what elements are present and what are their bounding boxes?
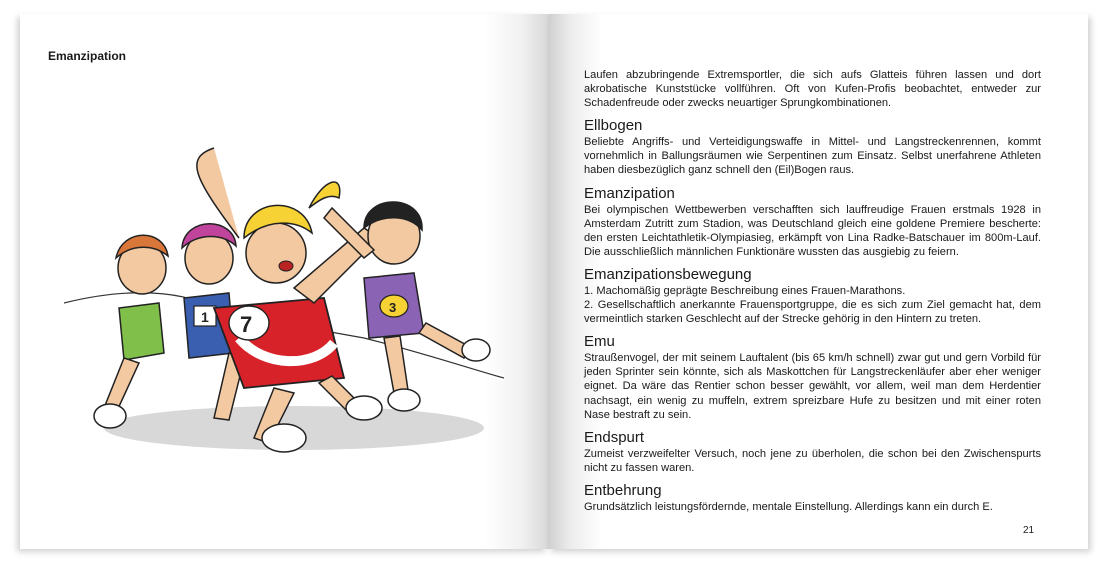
entry-term: Endspurt [584, 428, 645, 446]
bib-number: 7 [240, 312, 253, 337]
entry-term: Emanzipationsbewegung [584, 265, 752, 283]
intro-paragraph: Laufen abzubringende Extremsportler, die sich aufs Glatteis führen lassen und dort akrobatische Kunststücke vollführen. Oft von Kufen-Profis beobachtet, entweder zur Schadenfreude oder zwecks neuartiger Sprungkombinationen. [584, 69, 1041, 110]
entry-emu [584, 333, 1041, 421]
runner-purple [324, 202, 490, 411]
entry-text-line-1: 1. Machomäßig geprägte Beschreibung eines Frauen-Marathons. [584, 284, 906, 297]
entry-text: Grundsätzlich leistungsfördernde, mentale Einstellung. Allerdings kann ein durch E. [584, 500, 993, 513]
entry-text: Straußenvogel, der mit seinem Lauftalent (bis 65 km/h schnell) zwar gut und gern Vorbild für jeden Sprinter sein könnte, sich als Maskottchen für Langstreckenläufer aber eher weniger eignet. Da wäre das Rentier schon besser gewählt, vor allem, weil man dem Herdentier nachsagt, ein wenig zu muffeln, extrem spreizbare Hufe zu besitzen und mit einer roten Nase bestraft zu sein. [584, 352, 1041, 421]
entry-entbehrung [584, 482, 1041, 514]
entry-text-line-2: 2. Gesellschaftlich anerkannte Frauensportgruppe, die es sich zum Ziel gemacht hat, dem vermeintlich starken Geschlecht auf der Strecke gehörig in den Hintern zu treten. [584, 299, 1041, 326]
entry-text: Beliebte Angriffs- und Verteidigungswaffe in Mittel- und Langstreckenrennen, kommt vornehmlich in Ballungsräumen wie Serpentinen zum Einsatz. Selbst unerfahrene Athleten haben diesbezüglich ganz schnell den (Eil)Bogen raus. [584, 136, 1041, 177]
bib-number: 3 [389, 300, 397, 315]
entry-endspurt [584, 429, 1041, 475]
page-number: 21 [1023, 525, 1035, 536]
entry-text: Zumeist verzweifelter Versuch, noch jene zu überholen, die schon bei den Zwischenspurts nicht zu fassen waren. [584, 447, 1041, 474]
entry-term: Entbehrung [584, 481, 662, 499]
entry-ellbogen [584, 117, 1041, 177]
runners-illustration [64, 138, 504, 478]
entry-term: Emu [584, 333, 615, 351]
entry-text: Bei olympischen Wettbewerben verschafften sich lauffreudige Frauen erstmals 1928 in Amsterdam Zutritt zum Stadion, was Deutschland gleich eine goldene Premiere bescherte: den ersten Leichtathletik-Olympiasieg, erkämpft von Lina Radke-Batschauer im 800m-Lauf. Die ausschließlich männlichen Funktionäre wussten das ausgiebig zu feiern. [584, 203, 1041, 258]
entry-term: Emanzipation [584, 184, 675, 202]
glossary-content [584, 68, 1041, 514]
page-header: Emanzipation [48, 49, 127, 63]
runner-green [94, 235, 168, 428]
entry-emanzipation [584, 185, 1041, 259]
bib-number: 1 [201, 309, 209, 325]
entry-term: Ellbogen [584, 117, 643, 135]
entry-emanzipationsbewegung [584, 266, 1041, 326]
